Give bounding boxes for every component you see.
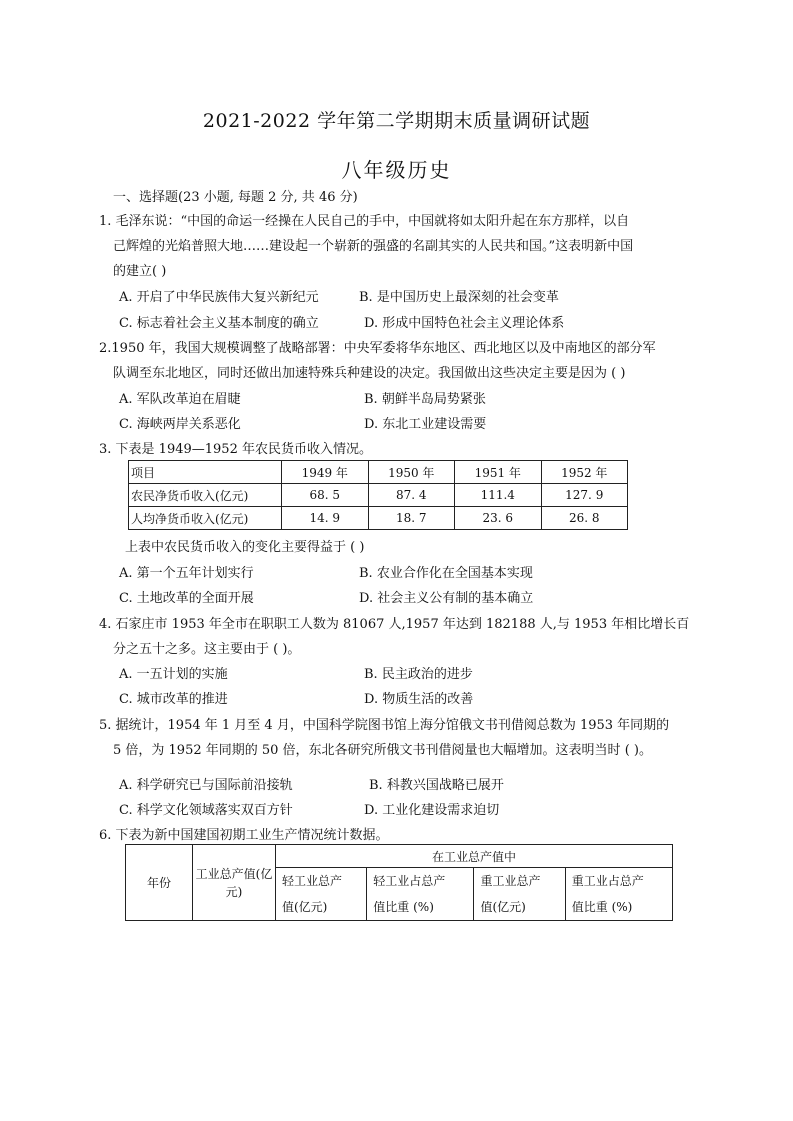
question-3-option-b: B. 农业合作化在全国基本实现 [359, 566, 533, 581]
question-1-stem: 己辉煌的光焰普照大地……建设起一个崭新的强盛的名副其实的人民共和国。”这表明新中国 [113, 239, 634, 254]
question-2-option-b: B. 朝鲜半岛局势紧张 [364, 392, 486, 407]
section-heading: 一、选择题(23 小题, 每题 2 分, 共 46 分) [113, 190, 358, 205]
question-1-stem: 的建立( ) [113, 264, 167, 279]
question-5-option-a: A. 科学研究已与国际前沿接轨 [119, 778, 293, 793]
question-3-stem: 3. 下表是 1949—1952 年农民货币收入情况。 [99, 442, 372, 457]
question-4-stem: 分之五十之多。这主要由于 ( )。 [113, 642, 301, 657]
question-5-option-b: B. 科教兴国战略已展开 [369, 778, 504, 793]
question-4-stem: 4. 石家庄市 1953 年全市在职职工人数为 81067 人,1957 年达到 182188 人,与 1953 年相比增长百 [99, 617, 690, 632]
table-row [129, 507, 628, 530]
question-4-option-c: C. 城市改革的推进 [119, 692, 228, 707]
table-cell: 1951 年 [455, 461, 542, 484]
question-5-option-c: C. 科学文化领域落实双百方针 [119, 803, 293, 818]
question-1-option-b: B. 是中国历史上最深刻的社会变革 [359, 290, 559, 305]
table-cell: 1950 年 [368, 461, 455, 484]
table-cell: 农民净货币收入(亿元) [129, 484, 282, 507]
industry-table [125, 844, 673, 921]
question-4-option-d: D. 物质生活的改善 [364, 692, 474, 707]
table-cell-text: 值(亿元) [480, 900, 526, 914]
table-cell: 111.4 [455, 484, 542, 507]
table-cell-text: 值比重 (%) [373, 900, 434, 914]
table-cell [367, 868, 474, 921]
table-cell: 68. 5 [282, 484, 369, 507]
table-cell: 1949 年 [282, 461, 369, 484]
table-cell [474, 868, 565, 921]
question-5-option-d: D. 工业化建设需求迫切 [364, 803, 500, 818]
question-1-option-d: D. 形成中国特色社会主义理论体系 [364, 316, 565, 331]
table-cell-group: 在工业总产值中 [276, 845, 673, 868]
table-cell: 87. 4 [368, 484, 455, 507]
question-3-option-d: D. 社会主义公有制的基本确立 [359, 591, 534, 606]
question-3-option-c: C. 土地改革的全面开展 [119, 591, 254, 606]
table-cell-text: 重工业占总产 [571, 874, 644, 888]
question-4-option-a: A. 一五计划的实施 [119, 667, 228, 682]
exam-title: 2021-2022 学年第二学期期末质量调研试题 [202, 110, 591, 132]
table-cell-year: 年份 [126, 845, 193, 921]
table-cell-text: 轻工业总产 [282, 874, 343, 888]
table-cell-total [193, 845, 276, 921]
table-cell: 1952 年 [541, 461, 628, 484]
table-cell: 26. 8 [541, 507, 628, 530]
question-1-option-c: C. 标志着社会主义基本制度的确立 [119, 316, 319, 331]
table-cell: 127. 9 [541, 484, 628, 507]
question-2-option-a: A. 军队改革迫在眉睫 [119, 392, 241, 407]
question-2-stem: 2.1950 年，我国大规模调整了战略部署：中央军委将华东地区、西北地区以及中南地区的部分军 [99, 341, 656, 356]
question-5-stem: 5. 据统计，1954 年 1 月至 4 月，中国科学院图书馆上海分馆俄文书刊借阅总数为 1953 年同期的 [99, 718, 670, 733]
table-cell: 项目 [129, 461, 282, 484]
table-cell: 18. 7 [368, 507, 455, 530]
table-cell-text: 重工业总产 [480, 874, 541, 888]
table-cell-text: 元) [225, 884, 243, 899]
table-cell: 人均净货币收入(亿元) [129, 507, 282, 530]
question-4-option-b: B. 民主政治的进步 [364, 667, 473, 682]
question-2-stem: 队调至东北地区，同时还做出加速特殊兵种建设的决定。我国做出这些决定主要是因为 ( ) [113, 366, 626, 381]
question-3-stem: 上表中农民货币收入的变化主要得益于 ( ) [125, 540, 365, 555]
table-header-row [129, 461, 628, 484]
table-cell-text: 工业总产值(亿 [195, 866, 273, 881]
question-5-stem: 5 倍，为 1952 年同期的 50 倍，东北各研究所俄文书刊借阅量也大幅增加。这表明当时 ( )。 [113, 743, 652, 758]
question-2-option-d: D. 东北工业建设需要 [364, 417, 487, 432]
table-cell [565, 868, 672, 921]
question-1-option-a: A. 开启了中华民族伟大复兴新纪元 [119, 290, 319, 305]
table-header-row [126, 845, 673, 868]
table-cell-text: 值比重 (%) [571, 900, 633, 914]
table-cell-text: 轻工业占总产 [373, 874, 446, 888]
question-2-option-c: C. 海峡两岸关系恶化 [119, 417, 241, 432]
exam-subtitle: 八年级历史 [341, 158, 452, 182]
table-cell: 23. 6 [455, 507, 542, 530]
question-6-stem: 6. 下表为新中国建国初期工业生产情况统计数据。 [99, 828, 389, 843]
table-row [129, 484, 628, 507]
question-3-option-a: A. 第一个五年计划实行 [119, 566, 254, 581]
table-cell-text: 值(亿元) [282, 900, 328, 914]
table-cell: 14. 9 [282, 507, 369, 530]
table-cell [276, 868, 367, 921]
question-1-stem: 1. 毛泽东说：“中国的命运一经操在人民自己的手中，中国就将如太阳升起在东方那样，以自 [99, 214, 630, 229]
income-table [128, 460, 628, 530]
